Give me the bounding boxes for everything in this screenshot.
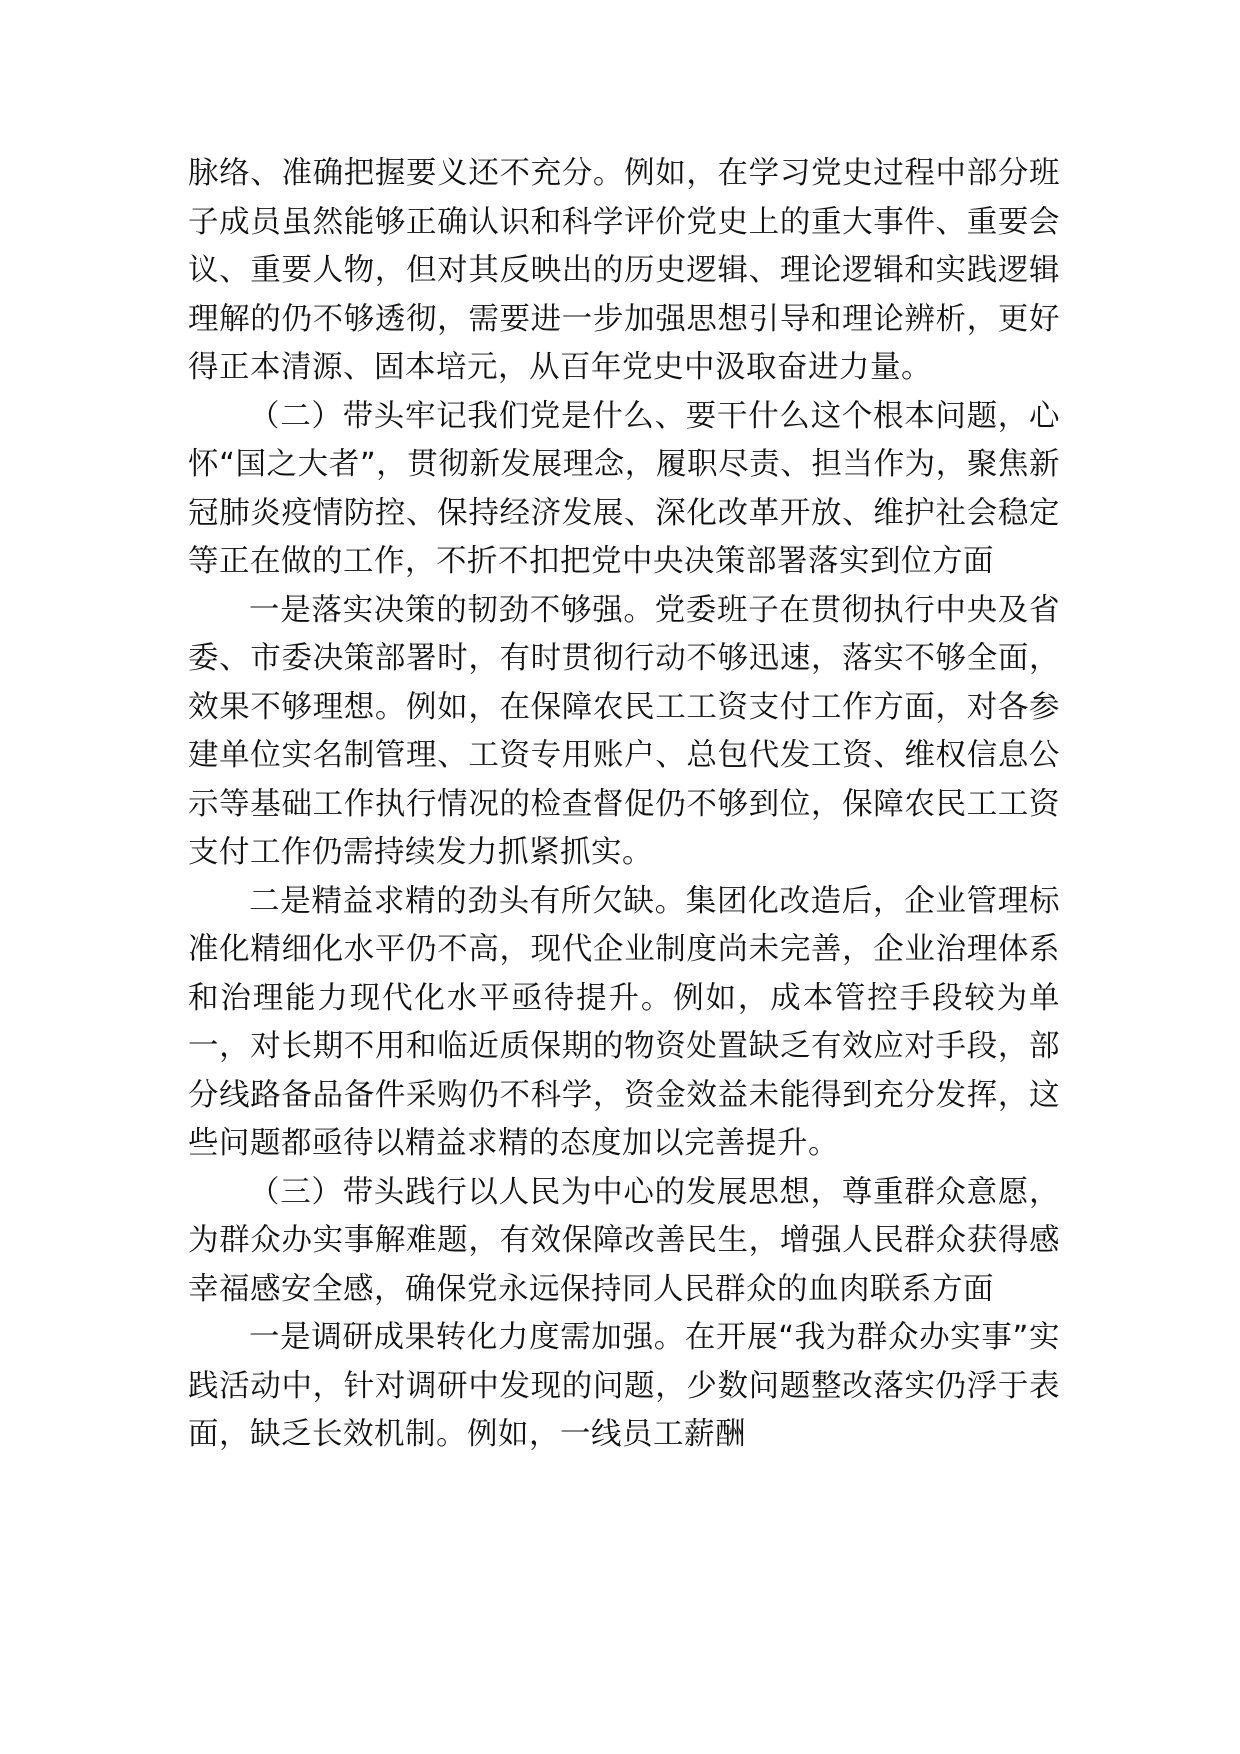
paragraph-continued-text: 脉络、准确把握要义还不充分。例如，在学习党史过程中部分班子成员虽然能够正确认识和科学评价党史上的重大事件、重要会议、重要人物，但对其反映出的历史逻辑、理论逻辑和实践逻辑理解的仍不够透彻，需要进一步加强思想引导和理论辨析，更好得正本清源、固本培元，从百年党史中汲取奋进力量。 bbox=[188, 156, 1060, 385]
document-body bbox=[188, 150, 1060, 1460]
section-heading-two: （二）带头牢记我们党是什么、要干什么这个根本问题，心怀“国之大者”，贯彻新发展理念，履职尽责、担当作为，聚焦新冠肺炎疫情防控、保持经济发展、深化改革开放、维护社会稳定等正在做的工作，不折不扣把党中央决策部署落实到位方面 bbox=[188, 398, 1060, 579]
paragraph-point-one-section-three: 一是调研成果转化力度需加强。在开展“我为群众办实事”实践活动中，针对调研中发现的问题，少数问题整改落实仍浮于表面，缺乏长效机制。例如，一线员工薪酬 bbox=[188, 1320, 1060, 1452]
section-heading-three: （三）带头践行以人民为中心的发展思想，尊重群众意愿，为群众办实事解难题，有效保障改善民生，增强人民群众获得感幸福感安全感，确保党永远保持同人民群众的血肉联系方面 bbox=[188, 1174, 1060, 1307]
paragraph-point-two: 二是精益求精的劲头有所欠缺。集团化改造后，企业管理标准化精细化水平仍不高，现代企业制度尚未完善，企业治理体系和治理能力现代化水平亟待提升。例如，成本管控手段较为单一，对长期不用和临近质保期的物资处置缺乏有效应对手段，部分线路备品备件采购仍不科学，资金效益未能得到充分发挥，这些问题都亟待以精益求精的态度加以完善提升。 bbox=[188, 883, 1060, 1161]
paragraph-point-one: 一是落实决策的韧劲不够强。党委班子在贯彻执行中央及省委、市委决策部署时，有时贯彻行动不够迅速，落实不够全面，效果不够理想。例如，在保障农民工工资支付工作方面，对各参建单位实名制管理、工资专用账户、总包代发工资、维权信息公示等基础工作执行情况的检查督促仍不够到位，保障农民工工资支付工作仍需持续发力抓紧抓实。 bbox=[188, 592, 1060, 870]
